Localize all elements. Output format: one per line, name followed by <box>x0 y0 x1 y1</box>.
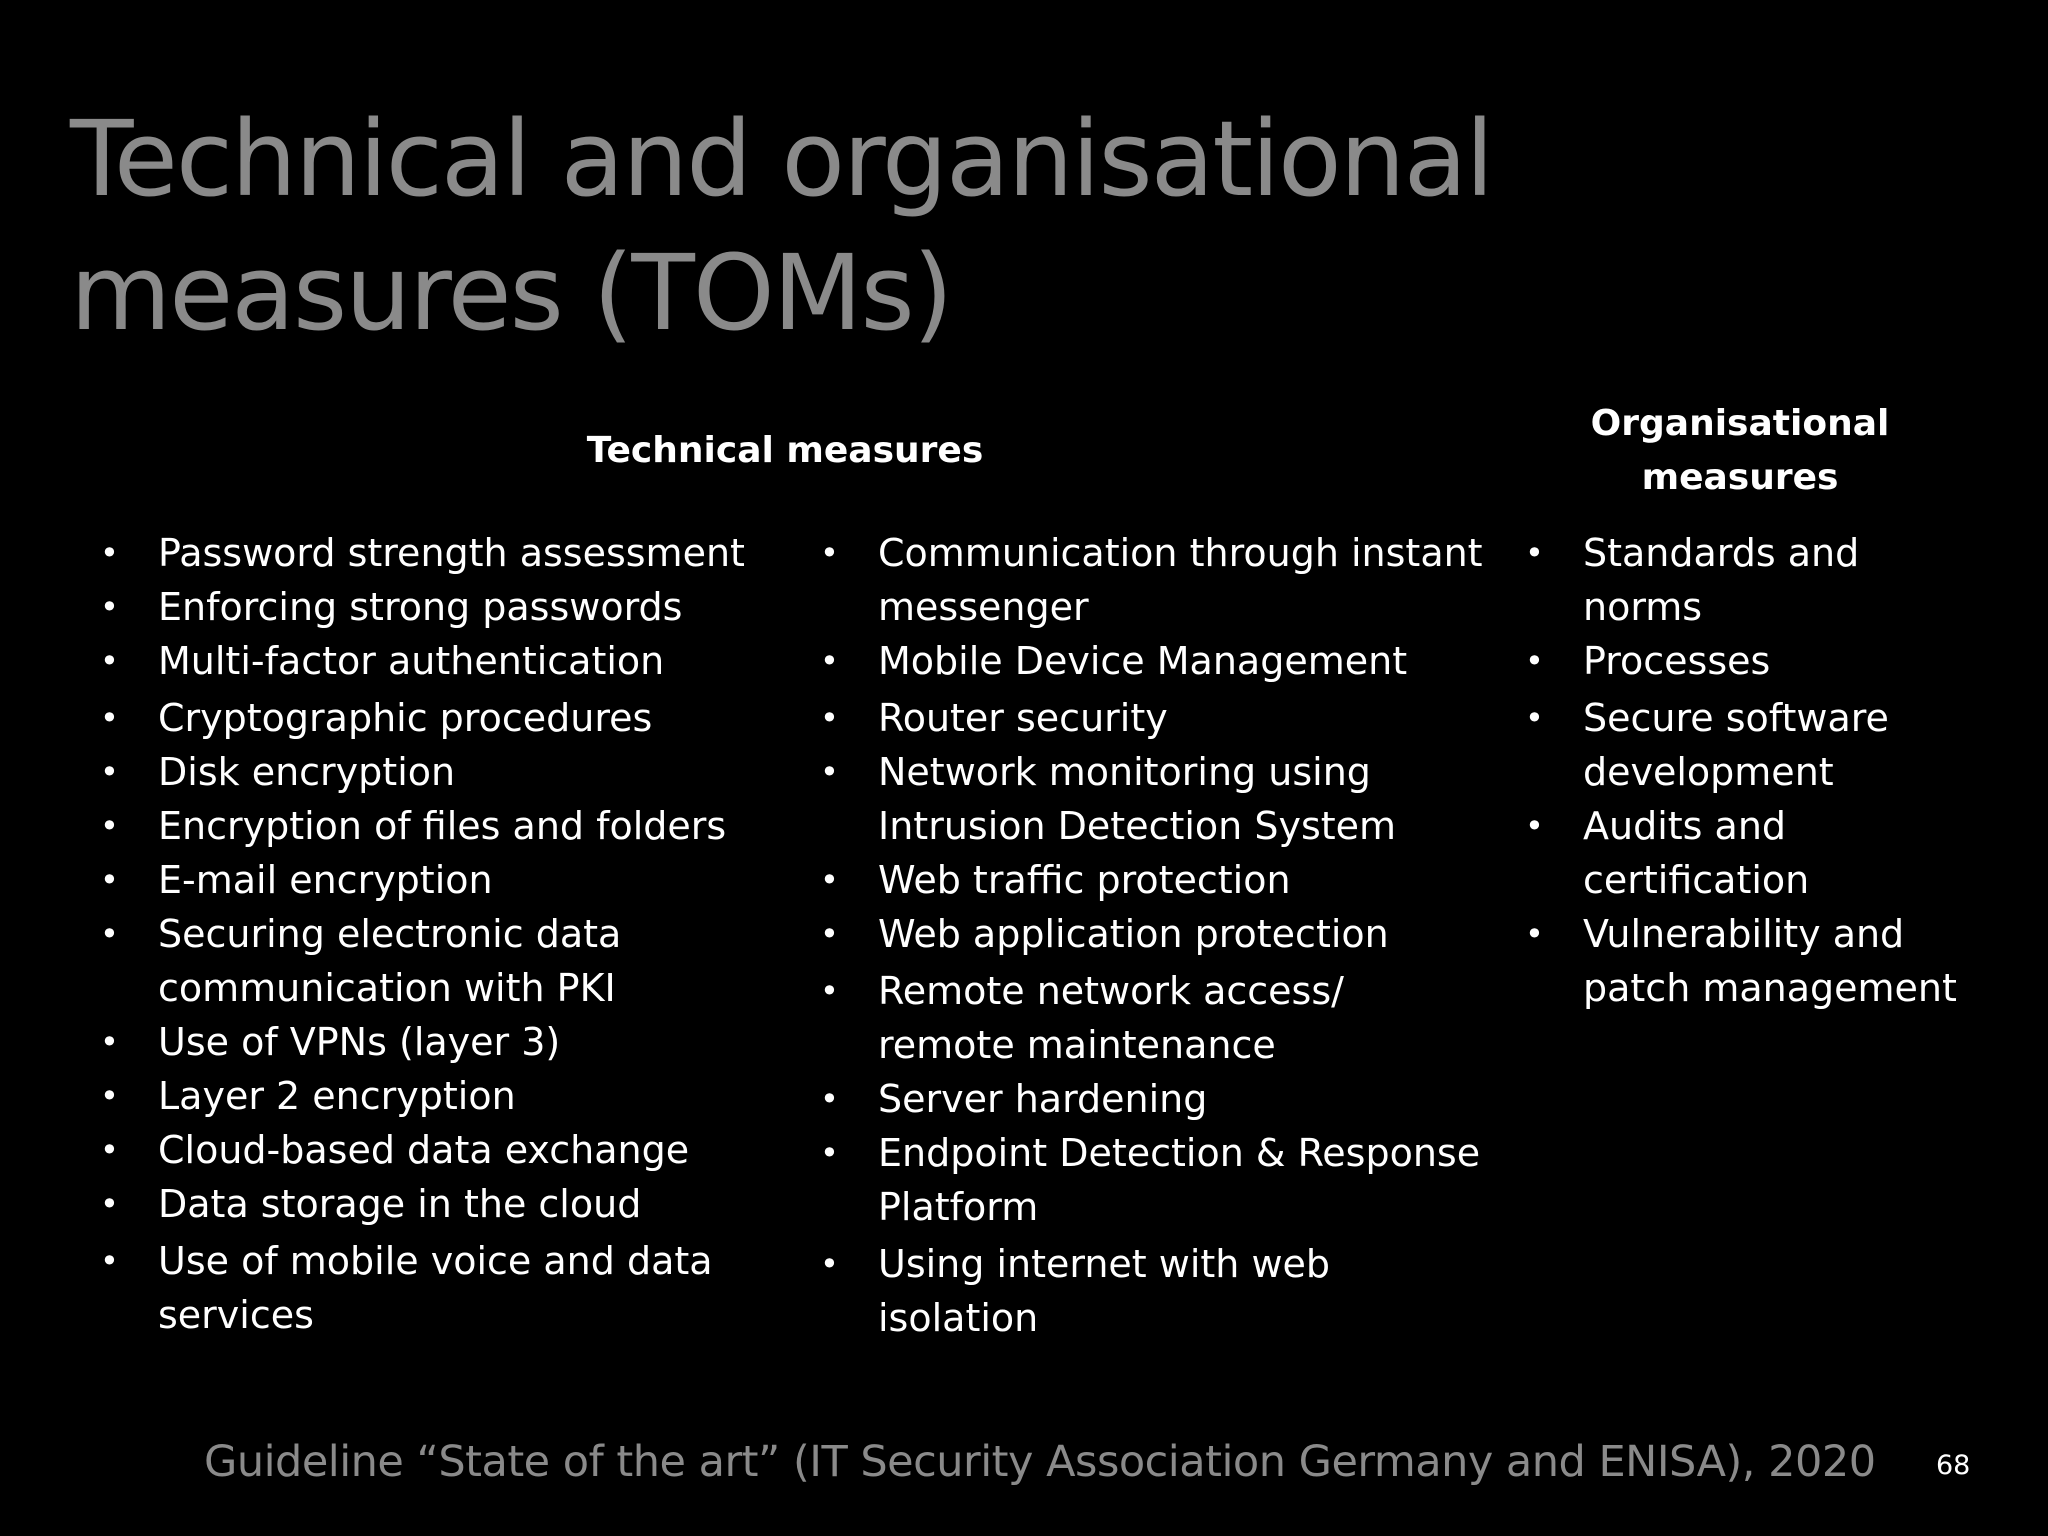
list-item <box>100 907 798 1015</box>
bullet-icon: • <box>100 699 119 737</box>
list-item-text: Secure software development <box>1583 696 1889 794</box>
list-item <box>820 1126 1488 1234</box>
slide-title <box>70 92 1570 360</box>
bullet-icon: • <box>1525 807 1544 845</box>
list-item-text: Router security <box>878 696 1168 740</box>
list-item-text: Audits and certification <box>1583 804 1810 902</box>
list-item <box>100 799 798 853</box>
bullet-icon: • <box>820 915 839 953</box>
bullet-icon: • <box>100 1131 119 1169</box>
list-item <box>1525 691 1983 799</box>
list-item-text: E-mail encryption <box>158 858 493 902</box>
bullet-icon: • <box>100 1023 119 1061</box>
technical-measures-heading: Technical measures <box>586 430 984 471</box>
slide-title-line-2: measures (TOMs) <box>70 232 952 354</box>
list-item-text: Remote network access/ remote maintenance <box>878 969 1344 1067</box>
list-item-text: Multi-factor authentication <box>158 639 665 683</box>
list-item <box>100 526 798 580</box>
list-item <box>100 745 798 799</box>
list-item <box>820 526 1488 634</box>
list-item <box>820 853 1488 907</box>
list-item-text: Processes <box>1583 639 1771 683</box>
slide-title-line-1: Technical and organisational <box>70 98 1493 220</box>
list-item-text: Vulnerability and patch management <box>1583 912 1957 1010</box>
page-number: 68 <box>1936 1450 1971 1481</box>
bullet-icon: • <box>820 1134 839 1172</box>
list-item <box>100 580 798 634</box>
list-item <box>820 964 1488 1072</box>
bullet-icon: • <box>100 915 119 953</box>
list-item <box>820 691 1488 745</box>
bullet-icon: • <box>820 1245 839 1283</box>
list-item <box>1525 526 1983 634</box>
list-item <box>100 1015 798 1069</box>
list-item-text: Endpoint Detection & Response Platform <box>878 1131 1481 1229</box>
bullet-icon: • <box>820 699 839 737</box>
organisational-measures-list <box>1525 526 1983 1015</box>
list-item-text: Mobile Device Management <box>878 639 1408 683</box>
list-item-text: Cloud-based data exchange <box>158 1128 690 1172</box>
bullet-icon: • <box>100 534 119 572</box>
bullet-icon: • <box>820 753 839 791</box>
list-item-text: Communication through instant messenger <box>878 531 1483 629</box>
bullet-icon: • <box>100 861 119 899</box>
list-item-text: Securing electronic data communication with PKI <box>158 912 622 1010</box>
bullet-icon: • <box>820 1080 839 1118</box>
bullet-icon: • <box>1525 699 1544 737</box>
list-item <box>100 1234 798 1342</box>
bullet-icon: • <box>1525 642 1544 680</box>
bullet-icon: • <box>1525 915 1544 953</box>
bullet-icon: • <box>1525 534 1544 572</box>
list-item <box>100 634 798 688</box>
list-item-text: Use of mobile voice and data services <box>158 1239 713 1337</box>
list-item <box>820 907 1488 961</box>
list-item-text: Standards and norms <box>1583 531 1860 629</box>
list-item-text: Web traffic protection <box>878 858 1291 902</box>
list-item <box>1525 907 1983 1015</box>
list-item <box>1525 634 1983 688</box>
bullet-icon: • <box>100 642 119 680</box>
bullet-icon: • <box>100 1185 119 1223</box>
list-item-text: Password strength assessment <box>158 531 745 575</box>
list-item-text: Server hardening <box>878 1077 1208 1121</box>
technical-measures-list-2 <box>820 526 1488 1345</box>
bullet-icon: • <box>820 534 839 572</box>
bullet-icon: • <box>100 588 119 626</box>
list-item <box>820 1072 1488 1126</box>
bullet-icon: • <box>820 642 839 680</box>
list-item <box>100 1069 798 1123</box>
bullet-icon: • <box>100 1242 119 1280</box>
list-item <box>100 1177 798 1231</box>
list-item <box>820 1237 1488 1345</box>
list-item-text: Cryptographic procedures <box>158 696 653 740</box>
bullet-icon: • <box>100 807 119 845</box>
bullet-icon: • <box>820 861 839 899</box>
organisational-measures-heading: Organisational measures <box>1590 403 1890 498</box>
list-item-text: Enforcing strong passwords <box>158 585 683 629</box>
list-item-text: Layer 2 encryption <box>158 1074 516 1118</box>
list-item <box>820 745 1488 853</box>
list-item-text: Network monitoring using Intrusion Detection System <box>878 750 1397 848</box>
list-item <box>100 853 798 907</box>
list-item <box>100 1123 798 1177</box>
bullet-icon: • <box>100 1077 119 1115</box>
bullet-icon: • <box>100 753 119 791</box>
list-item-text: Data storage in the cloud <box>158 1182 642 1226</box>
list-item-text: Web application protection <box>878 912 1389 956</box>
list-item <box>100 691 798 745</box>
list-item-text: Disk encryption <box>158 750 456 794</box>
list-item-text: Encryption of files and folders <box>158 804 727 848</box>
technical-measures-list-1 <box>100 526 798 1342</box>
list-item <box>1525 799 1983 907</box>
bullet-icon: • <box>820 972 839 1010</box>
list-item-text: Using internet with web isolation <box>878 1242 1331 1340</box>
source-citation: Guideline “State of the art” (IT Security Association Germany and ENISA), 2020 <box>204 1437 1876 1487</box>
list-item-text: Use of VPNs (layer 3) <box>158 1020 561 1064</box>
list-item <box>820 634 1488 688</box>
